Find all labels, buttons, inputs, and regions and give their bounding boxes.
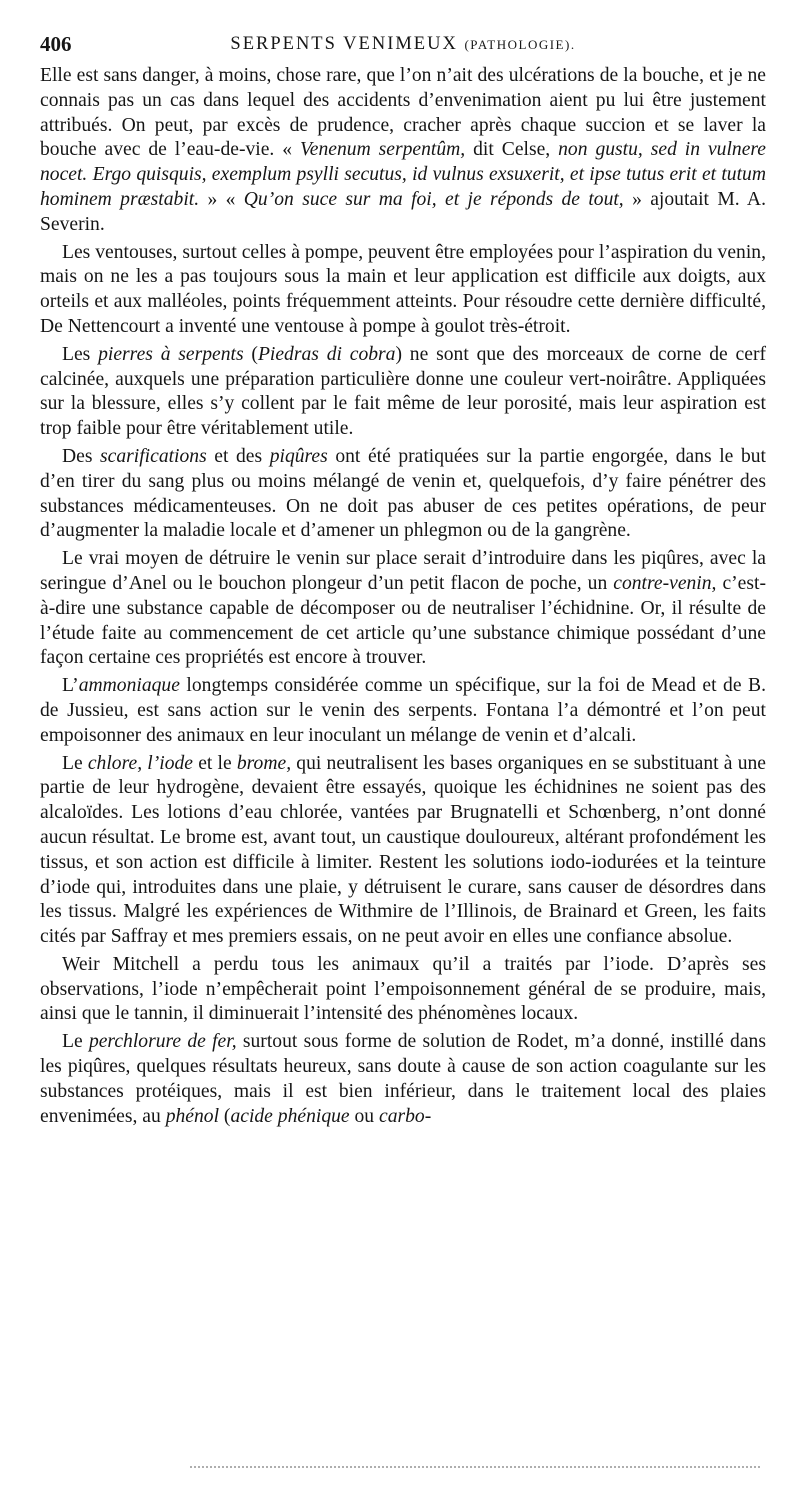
text-run: et des [206, 445, 270, 467]
text-run: qui neutralisent les bases organiques en se substituant à une partie de leur hydrogène, devaient être essayés, quoique les échidnines ne soient pas des alcaloïdes. Les lotions d’eau chlorée, vantées par Brugnatelli et Schœnberg, n’ont donné aucun résultat. Le brome est, avant tout, un caustique douloureux, altérant profondément les tissus, et son action est difficile à limiter. Restent les solutions iodo-iodurées et la teinture d’iode qui, introduites dans une plaie, y détruisent le curare, sans causer de désordres dans les tissus. Malgré les expériences de Withmire de l’Illinois, de Brainard et Green, les faits cités par Saffray et mes premiers essais, on ne peut avoir en elles une confiance absolue. [40, 752, 766, 948]
italic-run: acide phénique [230, 1105, 350, 1127]
italic-run: Venenum serpentûm, [299, 139, 466, 161]
text-run: Le vrai moyen de détruire le venin sur place serait d’introduire dans les piqûres, avec la seringue d’Anel ou le bouchon plongeur d’un petit flacon de poche, un [40, 548, 766, 594]
paragraph [40, 547, 766, 671]
text-run: et le [193, 752, 237, 774]
italic-run: Qu’on suce sur ma foi, et je réponds de tout, [243, 188, 624, 210]
text-run: c’est-à-dire une substance capable de décomposer ou de neutraliser l’échidnine. Or, il résulte de l’étude faite au commencement de cet article qu’une substance chimique possédant d’une façon certaine ces propriétés est encore à trouver. [40, 572, 766, 669]
text-run: Les [62, 343, 99, 365]
document-page [40, 30, 766, 1129]
running-head [40, 34, 766, 55]
text-run: ( [219, 1105, 231, 1127]
italic-run: chlore, [87, 752, 143, 774]
text-run: ou [349, 1105, 379, 1127]
italic-run: l’iode [147, 752, 193, 774]
paragraph [40, 752, 766, 950]
italic-run: ammoniaque [78, 675, 180, 697]
paragraph [40, 343, 766, 442]
text-run: Elle est sans danger, à moins, chose rare, que l’on n’ait des ulcérations de la bouche, et je ne connais pas un cas dans lequel des accidents d’envenimation aient pu lui être justement attribués. On peut, par excès de prudence, cracher après chaque succion et se laver la bouche avec de l’eau-de-vie. « [40, 65, 766, 161]
text-run: Le [62, 752, 88, 774]
paragraph [40, 64, 766, 238]
italic-run: scarifications [100, 445, 207, 467]
italic-run: pierres à serpents [98, 343, 244, 365]
text-run: L’ [62, 675, 79, 697]
italic-run: piqûres [269, 445, 328, 467]
italic-run: brome, [236, 752, 292, 774]
paragraph [40, 1030, 766, 1129]
text-run: Les ventouses, surtout celles à pompe, peuvent être employées pour l’aspiration du venin, mais on ne les a pas toujours sous la main et leur application est difficile aux doigts, aux orteils et aux malléoles, points fréquemment atteints. Pour résoudre cette dernière difficulté, De Nettencourt a inventé une ventouse à pompe à goulot très-étroit. [40, 241, 766, 337]
running-title: SERPENTS VENIMEUX [230, 34, 458, 54]
text-run: ( [243, 343, 258, 365]
paragraph [40, 953, 766, 1027]
page-number: 406 [40, 32, 72, 56]
text-run: Des [62, 445, 101, 467]
text-run: ont été pratiquées sur la partie engorgée, dans le but d’en tirer du sang plus ou moins mélangé de venin et, quelquefois, d’y faire pénétrer des substances médicamenteuses. On ne doit pas abuser de ces petites opérations, de peur d’augmenter la maladie locale et d’amener un phlegmon ou de la gangrène. [40, 445, 766, 542]
italic-run: contre-venin, [613, 572, 717, 594]
italic-run: perchlorure de fer, [88, 1031, 237, 1053]
footer-rule [190, 1466, 760, 1468]
text-run: ) ne sont que des morceaux de corne de cerf calcinée, auxquels une préparation particulière donne une couleur vert-noirâtre. Appliquées sur la blessure, elles s’y collent par le fait même de leur porosité, mais leur aspiration est trop faible pour être véritablement utile. [40, 343, 766, 440]
paragraph [40, 241, 766, 340]
page-header [40, 30, 766, 64]
text-run: surtout sous forme de solution de Rodet, m’a donné, instillé dans les piqûres, quelques résultats heureux, sans doute à cause de son action coagulante sur les substances protéiques, mais il est bien inférieur, dans le traitement local des plaies envenimées, au [40, 1031, 766, 1127]
italic-run: phénol [165, 1105, 220, 1127]
text-run: dit Celse, [465, 139, 559, 161]
paragraph [40, 445, 766, 544]
body-text [40, 64, 766, 1129]
italic-run: non gustu, sed in vulnere nocet. Ergo quisquis, exemplum psylli secutus, id vulnus exsuxerit, et ipse tutus erit et tutum hominem præstabit. [40, 139, 767, 210]
text-run: Le [62, 1031, 89, 1053]
text-run: » ajoutait M. A. Severin. [40, 188, 766, 235]
running-subtitle: (PATHOLOGIE). [464, 37, 576, 52]
text-run: longtemps considérée comme un spécifique, sur la foi de Mead et de B. de Jussieu, est sans action sur le venin des serpents. Fontana l’a démontré et l’on peut empoisonner des animaux en leur inoculant un mélange de venin et d’alcali. [40, 675, 766, 746]
text-run: » « [199, 188, 244, 210]
italic-run: Piedras di cobra [257, 343, 396, 365]
text-run: Weir Mitchell a perdu tous les animaux qu’il a traités par l’iode. D’après ses observations, l’iode n’empêcherait point l’empoisonnement général de se produire, mais, ainsi que le tannin, il diminuerait l’intensité des phénomènes locaux. [40, 953, 766, 1025]
paragraph [40, 674, 766, 748]
italic-run: carbo- [379, 1105, 432, 1127]
